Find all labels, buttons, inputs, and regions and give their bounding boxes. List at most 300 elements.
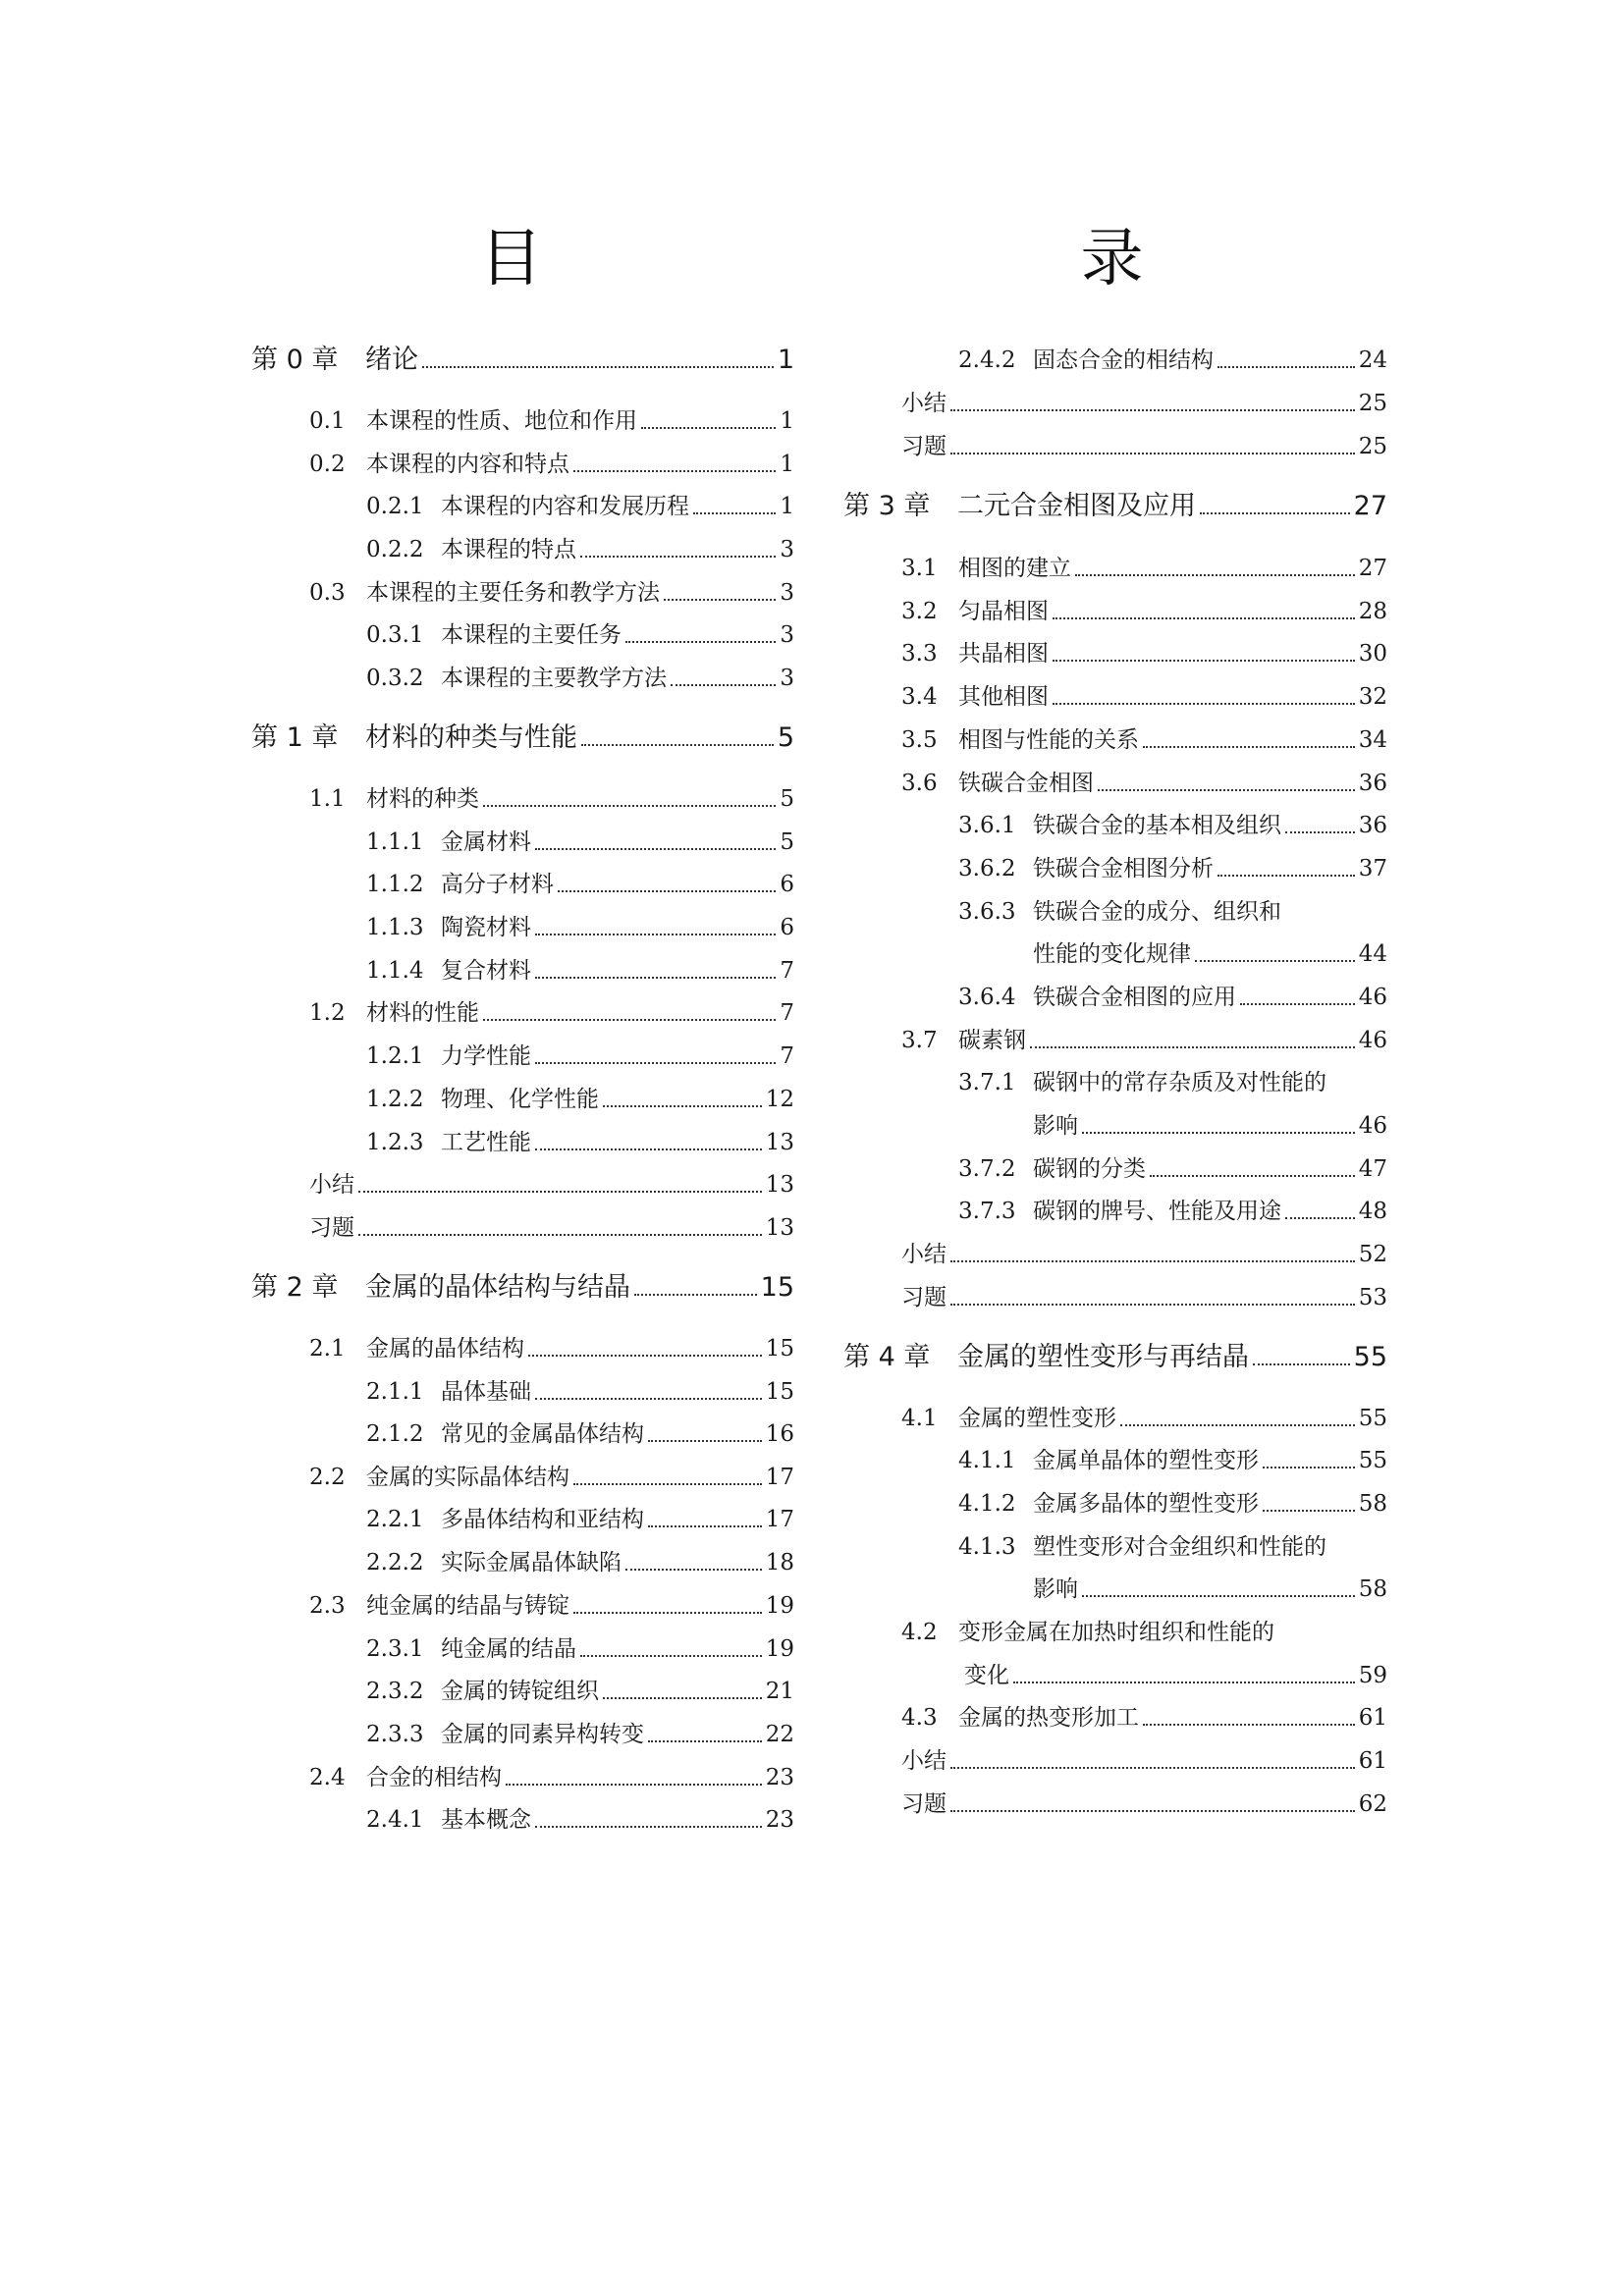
toc-page-number: 19: [765, 1636, 794, 1662]
toc-entry-title: 相图的建立: [958, 556, 1071, 581]
toc-dot-leader: [535, 1062, 776, 1064]
toc-entry: [251, 611, 794, 650]
toc-entry-number: 第 3 章: [843, 491, 931, 521]
toc-dot-leader: [1013, 1682, 1355, 1683]
toc-page-number: 1: [777, 345, 794, 375]
toc-dot-leader: [1150, 1175, 1355, 1177]
toc-dot-leader: [535, 1826, 762, 1828]
toc-entry-number: 3.5: [901, 727, 938, 753]
toc-page-number: 13: [765, 1130, 794, 1155]
toc-entry: [251, 1203, 794, 1243]
toc-entry: [843, 629, 1387, 668]
toc-dot-leader: [528, 1355, 762, 1357]
toc-page-number: 13: [765, 1172, 794, 1198]
toc-entry: [251, 1367, 794, 1407]
toc-page-number: 34: [1358, 727, 1387, 753]
toc-entry: [251, 714, 794, 753]
toc-entry-title: 碳钢中的常存杂质及对性能的: [1033, 1070, 1326, 1095]
toc-dot-leader: [535, 934, 776, 935]
toc-dot-leader: [535, 1148, 762, 1150]
toc-entry-number: 0.2.2: [366, 537, 424, 562]
toc-page-number: 3: [780, 580, 794, 606]
toc-page-number: 58: [1358, 1491, 1387, 1517]
toc-entry-title: 金属的塑性变形与再结晶: [957, 1342, 1249, 1372]
toc-entry-number: 0.2.1: [366, 494, 424, 519]
toc-entry: [251, 1753, 794, 1792]
toc-entry: [843, 930, 1387, 969]
toc-entry-title: 本课程的特点: [441, 537, 576, 562]
toc-entry-title: 高分子材料: [441, 872, 554, 897]
toc-entry-title: 共晶相图: [958, 641, 1049, 667]
toc-entry: [843, 1230, 1387, 1269]
toc-entry-title: 陶瓷材料: [441, 915, 531, 940]
toc-entry: [251, 1795, 794, 1835]
toc-entry-title: 变化: [964, 1663, 1009, 1688]
toc-entry: [251, 860, 794, 899]
toc-entry-number: 4.1: [901, 1406, 938, 1431]
toc-entry-title: 力学性能: [441, 1043, 531, 1069]
toc-entry-title: 金属的同素异构转变: [441, 1722, 644, 1747]
toc-page-number: 5: [780, 829, 794, 855]
toc-dot-leader: [1082, 1595, 1355, 1597]
toc-entry-title: 性能的变化规律: [1033, 941, 1191, 967]
toc-entry-title: 实际金属晶体缺陷: [441, 1550, 622, 1575]
toc-entry-title: 本课程的主要教学方法: [441, 666, 667, 691]
toc-entry-title: 匀晶相图: [958, 599, 1049, 624]
toc-entry-number: 3.4: [901, 684, 938, 710]
toc-entry: [251, 1160, 794, 1200]
toc-dot-leader: [535, 848, 776, 850]
toc-entry-number: 2.3.3: [366, 1722, 424, 1747]
toc-entry: [251, 818, 794, 857]
toc-entry-title: 合金的相结构: [366, 1765, 502, 1790]
toc-entry: [843, 801, 1387, 840]
toc-entry: [251, 440, 794, 479]
toc-entry-number: 2.2.2: [366, 1550, 424, 1575]
toc-entry-number: 4.2: [901, 1620, 938, 1645]
toc-page-number: 44: [1358, 941, 1387, 967]
toc-dot-leader: [358, 1191, 762, 1193]
toc-entry: [251, 1324, 794, 1363]
toc-entry: [843, 1522, 1387, 1562]
toc-entry: [251, 1538, 794, 1577]
toc-entry-title: 金属的晶体结构: [366, 1336, 524, 1362]
toc-entry: [251, 774, 794, 814]
toc-entry-number: 1.2.1: [366, 1043, 424, 1069]
toc-entry-number: 3.3: [901, 641, 938, 667]
toc-entry-title: 晶体基础: [441, 1379, 531, 1405]
toc-page-number: 21: [765, 1679, 794, 1704]
toc-dot-leader: [641, 427, 776, 429]
toc-entry: [843, 1145, 1387, 1184]
toc-entry-title: 影响: [1033, 1576, 1078, 1602]
toc-entry: [843, 544, 1387, 583]
toc-entry: [251, 654, 794, 693]
toc-entry-title: 碳钢的分类: [1033, 1156, 1146, 1182]
toc-page-number: 7: [780, 1000, 794, 1026]
toc-page-number: 3: [780, 666, 794, 691]
toc-entry-number: 3.7.1: [958, 1070, 1016, 1095]
toc-page-number: 19: [765, 1593, 794, 1619]
toc-entry: [251, 1263, 794, 1303]
toc-page-number: 55: [1353, 1342, 1387, 1372]
toc-page-number: 15: [760, 1272, 794, 1303]
toc-entry: [843, 1333, 1387, 1372]
toc-entry-number: 3.6.2: [958, 856, 1016, 881]
toc-page-number: 59: [1358, 1663, 1387, 1688]
toc-entry-title: 塑性变形对合金组织和性能的: [1033, 1534, 1326, 1560]
toc-page-number: 1: [780, 452, 794, 477]
toc-page-number: 17: [765, 1465, 794, 1490]
toc-dot-leader: [581, 744, 774, 746]
toc-entry: [251, 1581, 794, 1621]
toc-entry: [251, 482, 794, 521]
toc-entry-title: 材料的种类与性能: [365, 722, 577, 753]
toc-entry-number: 4.1.1: [958, 1448, 1016, 1473]
toc-dot-leader: [422, 366, 774, 368]
toc-dot-leader: [603, 1697, 762, 1699]
toc-dot-leader: [1120, 1424, 1355, 1426]
toc-entry-number: 1.1.4: [366, 958, 424, 984]
toc-entry: [843, 1565, 1387, 1604]
toc-entry-number: 2.4.2: [958, 347, 1016, 373]
toc-page-number: 5: [780, 786, 794, 812]
toc-dot-leader: [573, 1612, 762, 1614]
toc-entry-title: 铁碳合金相图: [958, 771, 1094, 796]
toc-entry: [843, 1394, 1387, 1433]
toc-dot-leader: [648, 1440, 762, 1442]
toc-dot-leader: [950, 1810, 1355, 1812]
toc-entry: [843, 844, 1387, 883]
toc-entry: [251, 1667, 794, 1706]
toc-entry-number: 2.3.1: [366, 1636, 424, 1662]
toc-entry: [843, 1436, 1387, 1475]
toc-dot-leader: [580, 556, 776, 558]
toc-entry-title: 纯金属的结晶: [441, 1636, 576, 1662]
toc-page-number: 16: [765, 1421, 794, 1447]
toc-entry: [251, 1710, 794, 1749]
toc-entry-title: 本课程的内容和发展历程: [441, 494, 689, 519]
toc-entry-title: 习题: [309, 1215, 354, 1241]
toc-entry-number: 0.2: [309, 452, 346, 477]
toc-dot-leader: [1030, 1046, 1355, 1048]
toc-page-number: 18: [765, 1550, 794, 1575]
toc-entry-number: 2.3.2: [366, 1679, 424, 1704]
toc-entry-title: 习题: [901, 434, 947, 459]
toc-entry: [251, 1625, 794, 1664]
toc-entry-number: 3.6.3: [958, 899, 1016, 925]
toc-entry-title: 纯金属的结晶与铸锭: [366, 1593, 569, 1619]
toc-dot-leader: [358, 1234, 762, 1236]
toc-entry: [843, 716, 1387, 755]
toc-entry-number: 2.4: [309, 1765, 346, 1790]
toc-page-number: 22: [765, 1722, 794, 1747]
page-title: 目 录: [479, 223, 1281, 295]
toc-page-number: 3: [780, 622, 794, 648]
toc-entry-number: 0.1: [309, 408, 346, 434]
toc-entry: [843, 422, 1387, 461]
toc-entry-title: 碳钢的牌号、性能及用途: [1033, 1199, 1281, 1224]
toc-dot-leader: [950, 1767, 1355, 1769]
toc-entry-title: 材料的性能: [366, 1000, 479, 1026]
toc-entry: [843, 336, 1387, 375]
toc-entry-number: 3.1: [901, 556, 938, 581]
toc-page-number: 62: [1358, 1791, 1387, 1817]
toc-page-number: 15: [765, 1336, 794, 1362]
toc-entry: [251, 903, 794, 942]
toc-dot-leader: [603, 1105, 762, 1107]
toc-entry-title: 金属的实际晶体结构: [366, 1465, 569, 1490]
toc-page-number: 5: [777, 722, 794, 753]
toc-entry: [251, 1118, 794, 1157]
toc-entry-title: 本课程的内容和特点: [366, 452, 569, 477]
toc-entry: [843, 1273, 1387, 1312]
toc-entry: [843, 379, 1387, 418]
toc-entry: [251, 568, 794, 608]
toc-dot-leader: [558, 890, 776, 892]
toc-entry-title: 金属的塑性变形: [958, 1406, 1116, 1431]
toc-page-number: 6: [780, 872, 794, 897]
toc-dot-leader: [671, 684, 776, 686]
toc-page-number: 1: [780, 408, 794, 434]
toc-page-number: 15: [765, 1379, 794, 1405]
toc-entry: [843, 672, 1387, 712]
toc-dot-leader: [1053, 703, 1355, 705]
toc-entry: [251, 525, 794, 564]
toc-dot-leader: [1143, 746, 1355, 748]
toc-entry-number: 第 1 章: [251, 722, 339, 753]
toc-dot-leader: [664, 599, 776, 601]
toc-page-number: 13: [765, 1215, 794, 1241]
toc-dot-leader: [1200, 512, 1350, 514]
toc-entry-number: 2.2.1: [366, 1507, 424, 1532]
toc-page-number: 23: [765, 1807, 794, 1833]
toc-entry: [843, 973, 1387, 1012]
toc-dot-leader: [483, 805, 776, 807]
toc-entry: [843, 1693, 1387, 1733]
toc-dot-leader: [693, 512, 776, 514]
toc-dot-leader: [1217, 875, 1355, 877]
toc-entry-number: 3.7.3: [958, 1199, 1016, 1224]
toc-entry-number: 3.6.1: [958, 813, 1016, 838]
toc-entry-title: 二元合金相图及应用: [957, 491, 1196, 521]
toc-entry-title: 小结: [901, 391, 947, 416]
toc-dot-leader: [535, 1398, 762, 1400]
toc-entry-number: 2.1: [309, 1336, 346, 1362]
toc-entry-number: 2.1.1: [366, 1379, 424, 1405]
toc-entry-number: 1.1.1: [366, 829, 424, 855]
toc-page-number: 53: [1358, 1285, 1387, 1310]
toc-entry-title: 变形金属在加热时组织和性能的: [958, 1620, 1274, 1645]
toc-dot-leader: [950, 1304, 1355, 1306]
toc-page-number: 27: [1358, 556, 1387, 581]
toc-entry: [251, 1453, 794, 1492]
toc-entry-number: 1.2.2: [366, 1087, 424, 1112]
toc-entry-number: 0.3: [309, 580, 346, 606]
toc-entry: [843, 759, 1387, 798]
toc-dot-leader: [1217, 366, 1355, 368]
toc-entry: [843, 1058, 1387, 1097]
toc-page-number: 48: [1358, 1199, 1387, 1224]
toc-page-number: 25: [1358, 434, 1387, 459]
toc-entry-number: 3.6.4: [958, 985, 1016, 1010]
toc-entry-title: 工艺性能: [441, 1130, 531, 1155]
toc-entry-title: 金属的热变形加工: [958, 1705, 1139, 1731]
toc-entry-number: 1.1: [309, 786, 346, 812]
toc-dot-leader: [573, 1483, 762, 1485]
toc-entry-title: 其他相图: [958, 684, 1049, 710]
toc-dot-leader: [1285, 1217, 1355, 1219]
toc-entry-number: 0.3.2: [366, 666, 424, 691]
toc-entry-number: 0.3.1: [366, 622, 424, 648]
toc-dot-leader: [1082, 1132, 1355, 1134]
toc-dot-leader: [1263, 1467, 1355, 1468]
toc-dot-leader: [506, 1784, 762, 1786]
toc-page-number: 1: [780, 494, 794, 519]
toc-entry-title: 金属材料: [441, 829, 531, 855]
toc-dot-leader: [1263, 1510, 1355, 1512]
toc-entry: [843, 482, 1387, 521]
toc-dot-leader: [1075, 574, 1355, 576]
toc-entry-number: 2.1.2: [366, 1421, 424, 1447]
toc-entry-number: 2.3: [309, 1593, 346, 1619]
toc-entry-title: 常见的金属晶体结构: [441, 1421, 644, 1447]
toc-page-number: 52: [1358, 1242, 1387, 1267]
toc-entry-title: 铁碳合金的成分、组织和: [1033, 899, 1281, 925]
toc-dot-leader: [1195, 960, 1355, 962]
toc-page-number: 55: [1358, 1406, 1387, 1431]
toc-entry-number: 4.1.3: [958, 1534, 1016, 1560]
toc-dot-leader: [1143, 1724, 1355, 1726]
toc-entry-title: 铁碳合金的基本相及组织: [1033, 813, 1281, 838]
toc-entry-number: 3.7.2: [958, 1156, 1016, 1182]
toc-entry-title: 复合材料: [441, 958, 531, 984]
toc-dot-leader: [1240, 1003, 1355, 1005]
toc-page-number: 32: [1358, 684, 1387, 710]
toc-entry-title: 金属单晶体的塑性变形: [1033, 1448, 1259, 1473]
toc-dot-leader: [1253, 1363, 1350, 1365]
toc-page-number: 46: [1358, 1113, 1387, 1139]
toc-entry-title: 小结: [309, 1172, 354, 1198]
toc-entry: [251, 988, 794, 1028]
toc-dot-leader: [950, 1260, 1355, 1262]
toc-entry: [843, 1016, 1387, 1055]
toc-entry: [251, 1032, 794, 1071]
toc-dot-leader: [1098, 789, 1355, 791]
toc-page-number: 24: [1358, 347, 1387, 373]
toc-page-number: 28: [1358, 599, 1387, 624]
toc-entry-title: 材料的种类: [366, 786, 479, 812]
toc-page-number: 6: [780, 915, 794, 940]
toc-entry-title: 铁碳合金相图分析: [1033, 856, 1214, 881]
toc-entry-title: 铁碳合金相图的应用: [1033, 985, 1236, 1010]
toc-entry-number: 第 2 章: [251, 1272, 339, 1303]
toc-entry-number: 4.1.2: [958, 1491, 1016, 1517]
toc-entry-number: 1.2.3: [366, 1130, 424, 1155]
toc-entry: [251, 397, 794, 436]
toc-dot-leader: [625, 1569, 762, 1571]
toc-page-number: 36: [1358, 771, 1387, 796]
toc-entry-title: 基本概念: [441, 1807, 531, 1833]
toc-page-number: 17: [765, 1507, 794, 1532]
toc-entry-number: 1.1.2: [366, 872, 424, 897]
toc-entry-title: 固态合金的相结构: [1033, 347, 1214, 373]
toc-entry-title: 本课程的性质、地位和作用: [366, 408, 637, 434]
toc-entry-number: 3.7: [901, 1028, 938, 1053]
toc-entry-number: 2.2: [309, 1465, 346, 1490]
toc-dot-leader: [535, 977, 776, 979]
toc-page-number: 37: [1358, 856, 1387, 881]
toc-dot-leader: [580, 1655, 762, 1657]
toc-entry-title: 相图与性能的关系: [958, 727, 1139, 753]
toc-page-number: 25: [1358, 391, 1387, 416]
toc-page-number: 7: [780, 1043, 794, 1069]
toc-page-number: 46: [1358, 985, 1387, 1010]
toc-entry-title: 金属的铸锭组织: [441, 1679, 599, 1704]
toc-page-number: 61: [1358, 1748, 1387, 1774]
toc-entry: [251, 1410, 794, 1449]
toc-dot-leader: [1053, 660, 1355, 662]
toc-dot-leader: [950, 453, 1355, 454]
toc-entry-number: 1.2: [309, 1000, 346, 1026]
toc-entry: [251, 336, 794, 375]
toc-dot-leader: [573, 470, 776, 472]
toc-page-number: 55: [1358, 1448, 1387, 1473]
toc-entry: [843, 1479, 1387, 1519]
toc-page-number: 7: [780, 958, 794, 984]
toc-page-number: 3: [780, 537, 794, 562]
toc-entry-number: 4.3: [901, 1705, 938, 1731]
toc-page-number: 30: [1358, 641, 1387, 667]
toc-entry: [251, 1075, 794, 1114]
toc-entry: [251, 946, 794, 986]
toc-entry-number: 1.1.3: [366, 915, 424, 940]
toc-entry: [843, 887, 1387, 927]
toc-entry-title: 习题: [901, 1791, 947, 1817]
toc-entry: [251, 1495, 794, 1534]
toc-entry-number: 3.2: [901, 599, 938, 624]
toc-entry-title: 金属的晶体结构与结晶: [365, 1272, 630, 1303]
toc-dot-leader: [1285, 831, 1355, 833]
toc-entry: [843, 1651, 1387, 1690]
toc-entry-title: 多晶体结构和亚结构: [441, 1507, 644, 1532]
toc-page-number: 61: [1358, 1705, 1387, 1731]
toc-dot-leader: [950, 409, 1355, 411]
toc-entry-title: 本课程的主要任务和教学方法: [366, 580, 660, 606]
toc-dot-leader: [625, 641, 776, 643]
toc-dot-leader: [648, 1525, 762, 1527]
toc-entry: [843, 1101, 1387, 1141]
toc-dot-leader: [648, 1740, 762, 1742]
toc-page-number: 58: [1358, 1576, 1387, 1602]
toc-entry-title: 碳素钢: [958, 1028, 1026, 1053]
toc-page-number: 47: [1358, 1156, 1387, 1182]
toc-entry-title: 物理、化学性能: [441, 1087, 599, 1112]
toc-entry-title: 小结: [901, 1748, 947, 1774]
toc-dot-leader: [1053, 617, 1355, 619]
toc-entry-number: 2.4.1: [366, 1807, 424, 1833]
toc-page-number: 23: [765, 1765, 794, 1790]
toc-entry-number: 3.6: [901, 771, 938, 796]
toc-dot-leader: [634, 1294, 757, 1296]
toc-entry: [843, 1187, 1387, 1226]
toc-entry-number: 第 4 章: [843, 1342, 931, 1372]
toc-entry-title: 本课程的主要任务: [441, 622, 622, 648]
toc-page-number: 36: [1358, 813, 1387, 838]
toc-entry: [843, 1736, 1387, 1776]
toc-entry-title: 影响: [1033, 1113, 1078, 1139]
toc-entry-title: 习题: [901, 1285, 947, 1310]
